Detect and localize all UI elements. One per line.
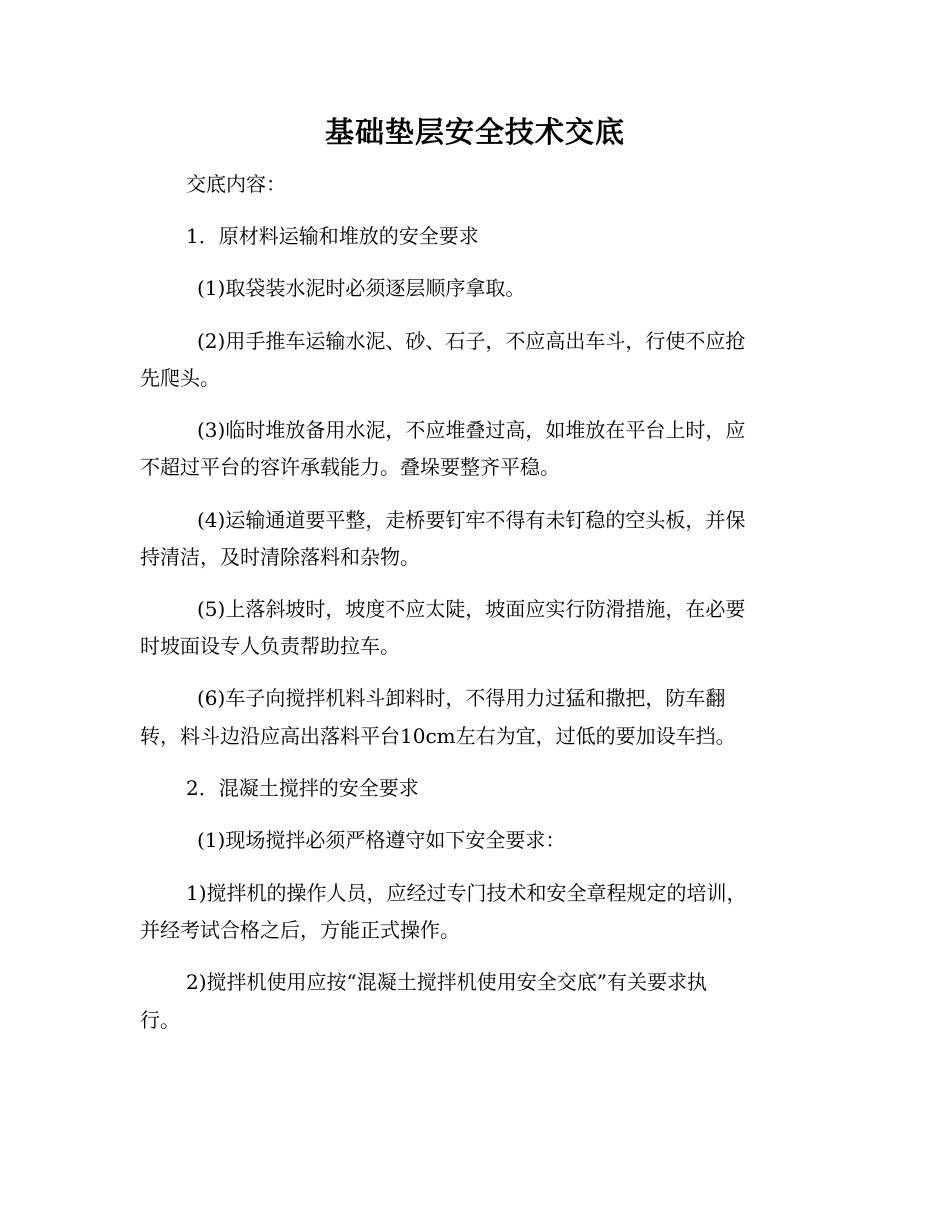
paragraph-2-3-line-2: 行。: [140, 1008, 180, 1032]
paragraph-2-2-line-1: 1)搅拌机的操作人员，应经过专门技术和安全章程规定的培训，: [186, 881, 747, 905]
paragraph-1-1-line-1: (1)取袋装水泥时必须逐层顺序拿取。: [197, 276, 526, 300]
paragraph-1-6-line-1: (6)车子向搅拌机料斗卸料时，不得用力过猛和撒把，防车翻: [197, 686, 726, 710]
paragraph-1-2-line-2: 先爬头。: [140, 366, 220, 390]
paragraph-1-4-line-1: (4)运输通道要平整，走桥要钉牢不得有未钉稳的空头板，并保: [197, 508, 746, 532]
paragraph-1-4-line-2: 持清洁，及时清除落料和杂物。: [140, 545, 420, 569]
paragraph-1-2-line-1: (2)用手推车运输水泥、砂、石子，不应高出车斗，行使不应抢: [197, 329, 746, 353]
document-title: 基础垫层安全技术交底: [324, 115, 625, 149]
paragraph-1-5-line-2: 时坡面设专人负责帮助拉车。: [140, 634, 400, 658]
paragraph-1-3-line-2: 不超过平台的容许承载能力。叠垛要整齐平稳。: [140, 455, 560, 479]
paragraph-2-3-line-1: 2)搅拌机使用应按“混凝土搅拌机使用安全交底”有关要求执: [186, 970, 707, 994]
paragraph-1-3-line-1: (3)临时堆放备用水泥，不应堆叠过高，如堆放在平台上时，应: [197, 418, 746, 442]
paragraph-2-2-line-2: 并经考试合格之后，方能正式操作。: [140, 918, 460, 942]
section-heading-1: 1．原材料运输和堆放的安全要求: [186, 224, 479, 248]
section-heading-2: 2．混凝土搅拌的安全要求: [186, 776, 419, 800]
paragraph-1-5-line-1: (5)上落斜坡时，坡度不应太陡，坡面应实行防滑措施，在必要: [197, 597, 746, 621]
intro-label: 交底内容：: [186, 172, 286, 196]
paragraph-2-1-line-1: (1)现场搅拌必须严格遵守如下安全要求：: [197, 828, 566, 852]
paragraph-1-6-line-2: 转，料斗边沿应高出落料平台10cm左右为宜，过低的要加设车挡。: [140, 724, 736, 748]
